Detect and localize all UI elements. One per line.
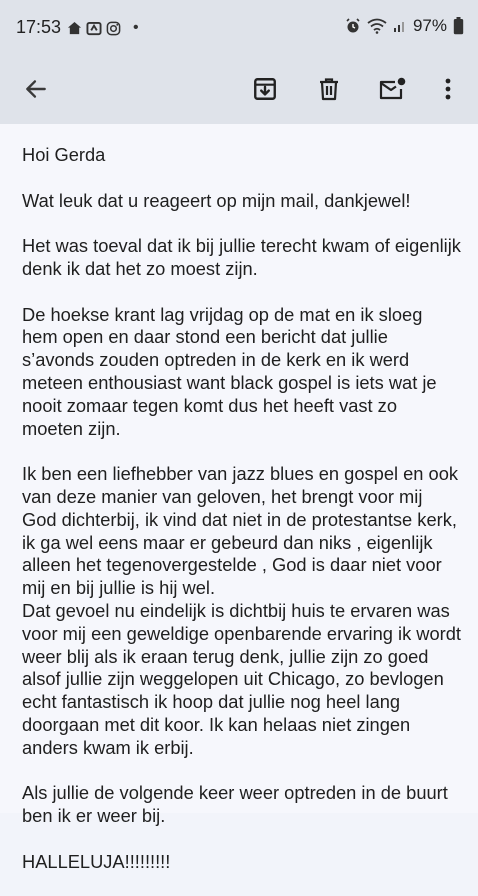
status-bar	[0, 0, 478, 54]
home-icon	[67, 21, 82, 36]
archive-button[interactable]	[242, 66, 288, 112]
battery-icon	[453, 17, 464, 35]
status-dot: •	[133, 19, 139, 36]
email-paragraph: Ik ben een liefhebber van jazz blues en gospel en ook van deze manier van geloven, het brengt voor mij God dichterbij, ik vind dat niet in de protestantse kerk, ik ga wel eens maar er gebeurd dan niks , eigenlijk alleen het tegenovergestelde , God is daar niet voor mij en bij jullie is hij wel.	[22, 463, 459, 599]
alarm-icon	[345, 18, 361, 34]
status-system-icons	[345, 16, 464, 36]
signal-icon	[393, 19, 407, 33]
instagram-icon	[106, 21, 121, 36]
arrow-back-icon	[23, 76, 49, 102]
trash-icon	[317, 76, 341, 102]
status-time: 17:53	[16, 17, 62, 37]
wifi-icon	[367, 18, 387, 34]
email-paragraph: Als jullie de volgende keer weer optreden in de buurt ben ik er weer bij.	[22, 782, 448, 827]
email-paragraph: Het was toeval dat ik bij jullie terecht kwam of eigenlijk denk ik dat het zo moest zijn.	[22, 235, 461, 279]
email-paragraph: Wat leuk dat u reageert op mijn mail, dankjewel!	[22, 189, 411, 211]
mail-unread-icon	[378, 76, 406, 102]
email-paragraph: Dat gevoel nu eindelijk is dichtbij huis te ervaren was voor mij een geweldige openbarende ervaring ik wordt weer blij als ik eraan terug denk, jullie zijn zo goed alsof jullie zijn weggelopen uit Chicago, zo bevlogen echt fantastisch ik hoop dat jullie nog heel lang doorgaan met dit koor. Ik kan helaas niet zingen anders kwam ik erbij.	[22, 599, 462, 758]
more-vertical-icon	[444, 76, 452, 102]
archive-icon	[252, 76, 278, 102]
email-toolbar	[0, 54, 478, 124]
more-options-button[interactable]	[425, 66, 471, 112]
email-greeting: Hoi Gerda	[22, 144, 106, 165]
email-body-area[interactable]	[0, 124, 478, 872]
status-notification-icons	[67, 19, 139, 37]
mark-unread-button[interactable]	[369, 66, 415, 112]
delete-button[interactable]	[306, 66, 352, 112]
email-closing: HALLELUJA!!!!!!!!!	[22, 850, 171, 872]
email-paragraph: De hoekse krant lag vrijdag op de mat en ik sloeg hem open en daar stond een bericht dat jullie s’avonds zouden optreden in de kerk en ik werd meteen enthousiast want black gospel is iets wat je nooit zomaar tegen komt dus het heeft vast zo moeten zijn.	[22, 303, 437, 439]
back-button[interactable]	[13, 66, 59, 112]
app-logo-icon	[86, 21, 102, 36]
battery-percentage: 97%	[412, 16, 447, 35]
email-message	[22, 144, 462, 896]
